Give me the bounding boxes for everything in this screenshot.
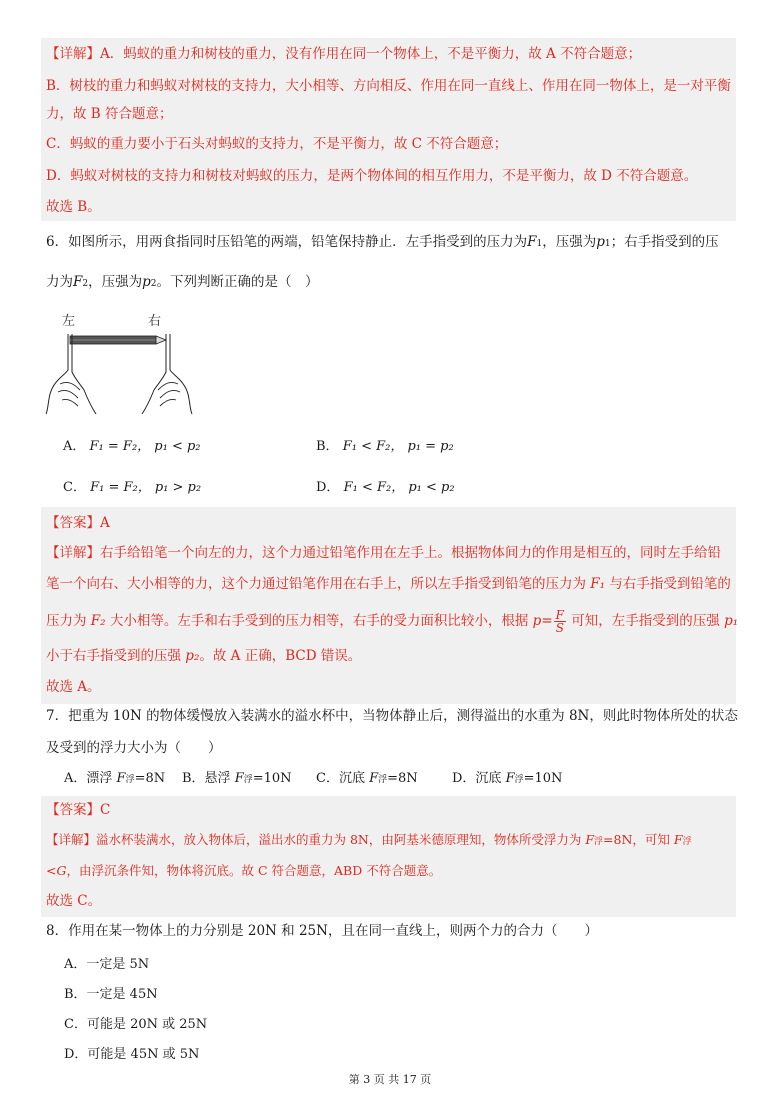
option-d[interactable]: D．可能是 45N 或 5N xyxy=(64,1047,200,1062)
option-a[interactable]: A．漂浮 F浮=8N xyxy=(64,771,166,786)
option-c[interactable]: C．可能是 20N 或 25N xyxy=(64,1017,208,1032)
question-7-line-1: 7．把重为 10N 的物体缓慢放入装满水的溢水杯中，当物体静止后，测得溢出的水重为 8N，则此时物体所处的状态 xyxy=(46,708,738,724)
answer-choice-line: 故选 B。 xyxy=(46,199,101,215)
pencil-fingers-figure xyxy=(40,310,200,420)
answer-line: 【答案】C xyxy=(46,802,111,818)
explanation-line: 笔一个向右、大小相等的力，这个力通过铅笔作用在右手上，所以左手指受到铅笔的压力为 F₁ 与右手指受到铅笔的 xyxy=(46,576,731,592)
page-footer: 第 3 页 共 17 页 xyxy=(348,1073,432,1086)
answer-line: 【答案】A xyxy=(46,515,110,531)
explanation-line: B．树枝的重力和蚂蚁对树枝的支持力，大小相等、方向相反、作用在同一直线上、作用在同一物体上，是一对平衡 xyxy=(46,78,731,94)
question-7-line-2: 及受到的浮力大小为（ ） xyxy=(46,740,222,756)
answer-block-q6 xyxy=(41,507,739,704)
option-d[interactable]: D．沉底 F浮=10N xyxy=(452,771,563,786)
figure-label-left: 左 xyxy=(62,314,76,329)
pressure-fraction: $\frac{F}{S}$ xyxy=(555,608,564,635)
explanation-line: <G，由浮沉条件知，物体将沉底。故 C 符合题意，ABD 不符合题意。 xyxy=(46,863,442,878)
option-c[interactable]: C． F₁ = F₂， p₁ > p₂ xyxy=(63,480,202,495)
option-d[interactable]: D． F₁ < F₂， p₁ < p₂ xyxy=(316,480,455,495)
question-6-line-2: 力为F2，压强为p2。下列判断正确的是（ ） xyxy=(46,274,319,290)
explanation-line: 【详解】右手给铅笔一个向左的力，这个力通过铅笔作用在左手上。根据物体间力的作用是相互的，同时左手给铅 xyxy=(46,545,721,561)
explanation-line: 【详解】溢水杯装满水，放入物体后，溢出水的重力为 8N，由阿基米德原理知，物体所受浮力为 F浮=8N，可知 F浮 xyxy=(46,832,692,847)
explanation-line: 力，故 B 符合题意； xyxy=(46,106,173,122)
explanation-line: D．蚂蚁对树枝的支持力和树枝对蚂蚁的压力，是两个物体间的相互作用力，不是平衡力，故 D 不符合题意。 xyxy=(46,168,698,184)
option-c[interactable]: C．沉底 F浮=8N xyxy=(316,771,418,786)
option-a[interactable]: A． F₁ = F₂， p₁ < p₂ xyxy=(63,439,201,454)
answer-choice-line: 故选 C。 xyxy=(46,893,102,909)
answer-block-q7 xyxy=(41,796,736,917)
pencil-hands-drawing xyxy=(40,310,200,420)
question-8-stem: 8．作用在某一物体上的力分别是 20N 和 25N，且在同一直线上，则两个力的合力（ ） xyxy=(46,923,598,939)
explanation-line: C．蚂蚁的重力要小于石头对蚂蚁的支持力，不是平衡力，故 C 不符合题意； xyxy=(46,136,508,152)
option-b[interactable]: B． F₁ < F₂， p₁ = p₂ xyxy=(316,439,454,454)
option-a[interactable]: A．一定是 5N xyxy=(64,957,150,972)
figure-label-right: 右 xyxy=(148,314,162,329)
option-b[interactable]: B．一定是 45N xyxy=(64,987,158,1002)
option-b[interactable]: B．悬浮 F浮=10N xyxy=(182,771,292,786)
answer-block-q5 xyxy=(41,38,736,221)
explanation-line: 压力为 F₂ 大小相等。左手和右手受到的压力相等，右手的受力面积比较小，根据 p= $\frac{F}{S}$ 可知，左手指受到的压强 p₁ xyxy=(46,608,739,635)
explanation-line: 小于右手指受到的压强 p₂。故 A 正确，BCD 错误。 xyxy=(46,648,362,664)
question-6-line-1: 6．如图所示，用两食指同时压铅笔的两端，铅笔保持静止．左手指受到的压力为F1，压强为p1；右手指受到的压 xyxy=(46,234,719,250)
explanation-line: 【详解】A．蚂蚁的重力和树枝的重力，没有作用在同一个物体上，不是平衡力，故 A 不符合题意； xyxy=(46,46,642,62)
answer-choice-line: 故选 A。 xyxy=(46,679,101,695)
